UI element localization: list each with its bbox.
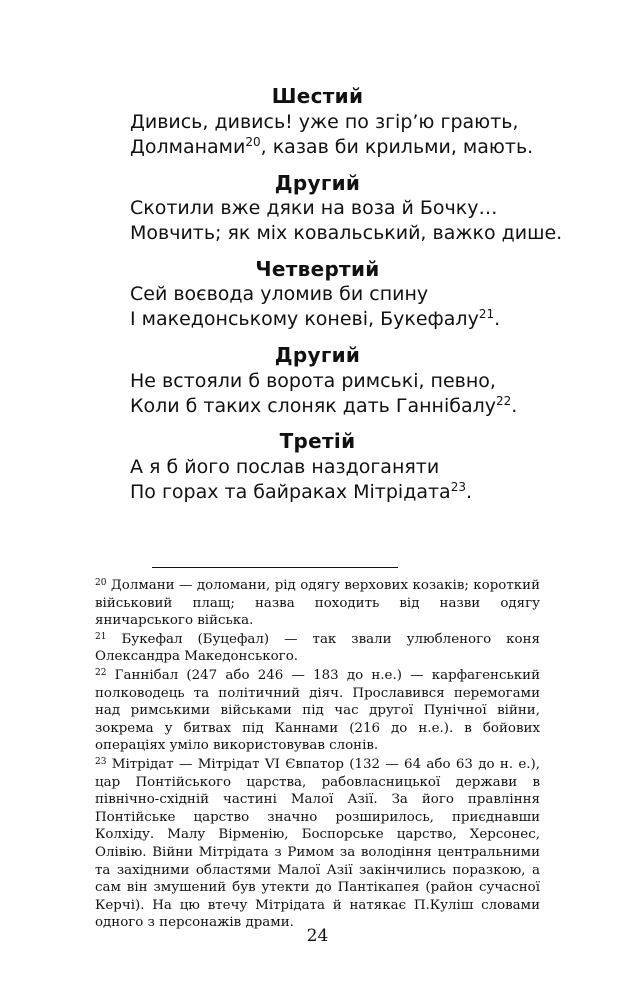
- speaker-heading: Другий: [274, 343, 361, 367]
- speaker-heading: Четвертий: [255, 257, 380, 281]
- verse-line: Не встояли б ворота римські, певно,: [130, 370, 496, 392]
- footnote-number: 23: [95, 756, 107, 767]
- speaker-heading: Третій: [279, 429, 356, 453]
- footnote: [95, 631, 540, 666]
- footnote-separator: [152, 567, 398, 568]
- verse-line: Коли б таких слоняк дать Ганнібалу$^{22}$.: [130, 394, 518, 417]
- footnote: [95, 667, 540, 755]
- speaker-heading: Другий: [274, 171, 361, 195]
- verse-line: Мовчить; як міх ковальський, важко дише.: [130, 222, 563, 244]
- footnote-text: Букефал (Буцефал) — так звали улюбленого коня Олександра Македонського.: [95, 631, 540, 665]
- footnote-ref[interactable]: 23: [450, 480, 466, 494]
- footnote: [95, 577, 540, 630]
- verse-line: Скотили вже дяки на воза й Бочку…: [130, 197, 498, 219]
- verse-line: А я б його послав наздоганяти: [130, 456, 440, 478]
- footnote-text: Долмани — доломани, рід одягу верхових козаків; короткий військовий плащ; назва походить від назви одягу яничарського війська.: [95, 578, 540, 629]
- footnote-number: 21: [95, 631, 107, 642]
- page-number: 24: [306, 926, 329, 946]
- verse-line: Дивись, дивись! уже по згір’ю грають,: [130, 111, 519, 133]
- speaker-heading: Шестий: [271, 84, 364, 108]
- footnote-number: 20: [95, 578, 107, 588]
- footnote-ref[interactable]: 21: [478, 307, 495, 321]
- verse-line: І македонському коневі, Букефалу$^{21}$.: [130, 307, 501, 330]
- verse-line: По горах та байраках Мітрідата$^{23}$.: [130, 480, 473, 503]
- footnotes: [95, 577, 540, 933]
- footnote-text: Мітрідат — Мітрідат VI Євпатор (132 — 64 або 63 до н. е.), цар Понтійського царства, рабовласницької держави в північно-східній частині Малої Азії. За його правління Понтійське царство значно розширилось, приєднавши Колхіду. Малу Вірменію, Боспорське царство, Херсонес, Олівію. Війни Мітрідата з Римом за володіння центральними та західними областями Малої Азії закінчились поразкою, а сам він змушений був утекти до Пантікапея (район сучасної Керчі). На цю втечу Мітрідата й натякає П.Куліш словами одного з персонажів драми.: [95, 756, 540, 931]
- footnote: [95, 756, 540, 932]
- footnote-ref[interactable]: 20: [245, 135, 261, 149]
- footnote-number: 22: [95, 667, 107, 678]
- verse-line: Сей воєвода уломив би спину: [130, 283, 429, 305]
- verse-line: Долманами$^{20}$, казав би крильми, мають.: [130, 135, 534, 158]
- footnote-text: Ганнібал (247 або 246 — 183 до н.е.) — карфагенський полководець та політичний діяч. Прославився перемогами над римськими військами під час другої Пунічної війни, зокрема у битвах під Каннами (216 до н.е.). в бойових операціях уміло використовував слонів.: [95, 667, 540, 754]
- footnote-ref[interactable]: 22: [496, 394, 512, 408]
